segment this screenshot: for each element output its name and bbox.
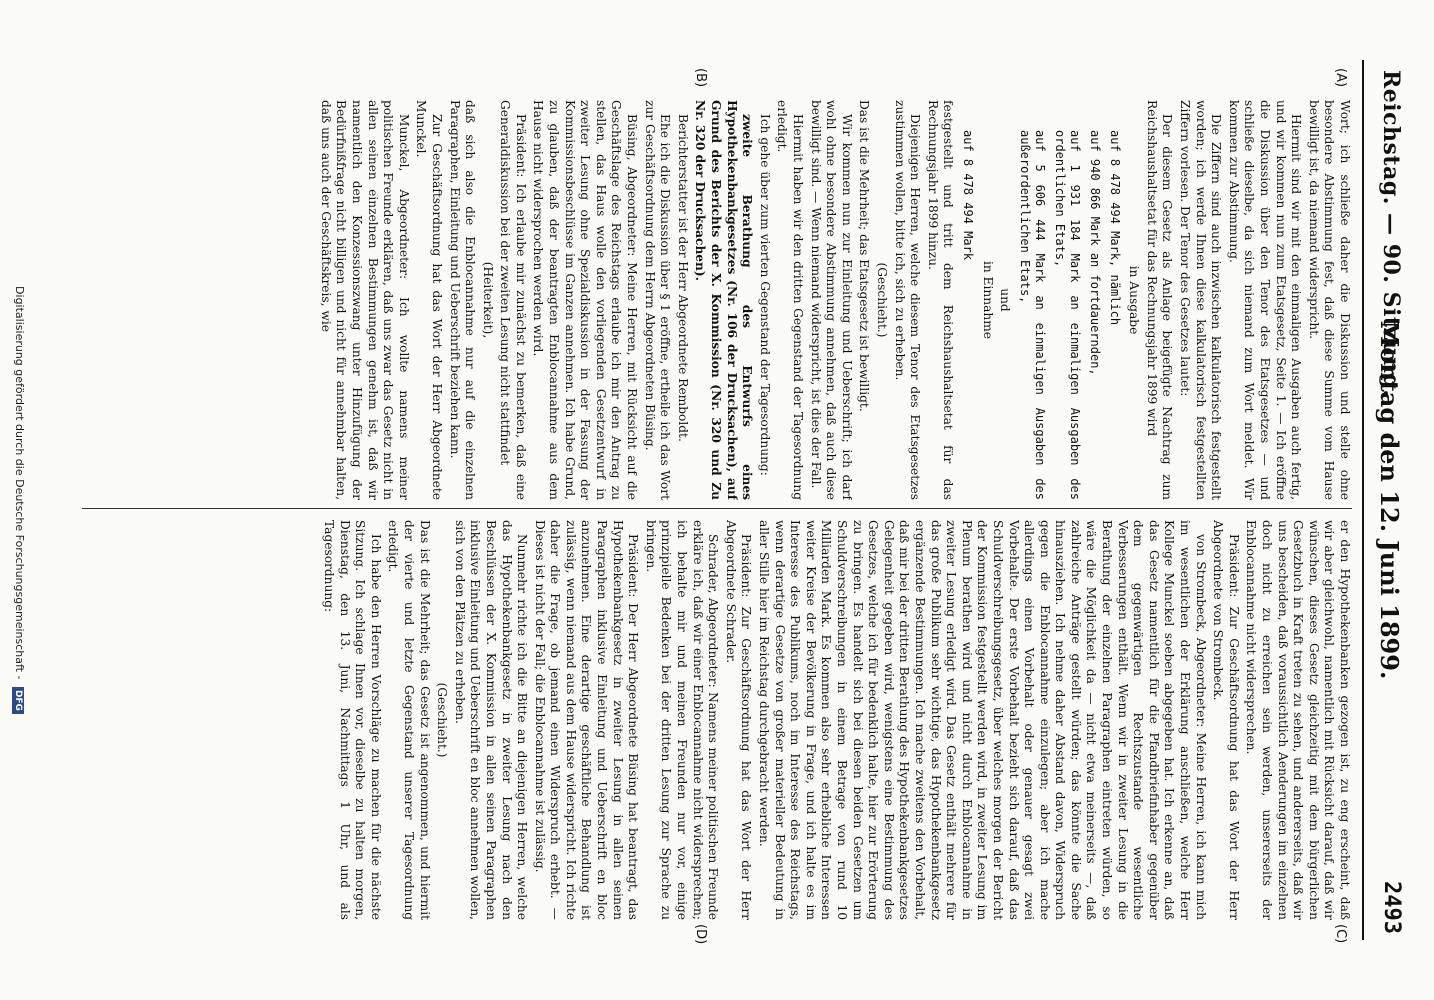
speech: Munckel, Abgeordneter: Ich wollte namens meiner politischen Freunde erklären, daß uns zwar das Gesetz nicht in allen seinen einzelnen Bestimmungen genehm ist, daß wir namentlich den Konzessionszwang unter Hinzufügung der Bedürfnißfrage nicht billigen und nicht für annehmbar halten, daß uns auch der Geschäftskreis, wie — [318, 100, 411, 500]
figure-line: auf 940 866 Mark an fortdauernden, — [1088, 130, 1103, 376]
speech: Präsident: Der Herr Abgeordnete Büsing hat beantragt, das Hypothekenbankgesetz in zweiter Lesung in allen seinen Paragraphen inklusive Einleitung und Ueberschrift en bloc anzunehmen. Eine derartige geschäftliche Behandlung ist zulässig, wenn niemand aus dem Hause widerspricht. Ich richte daher die Frage, ob jemand einen Widerspruch erhebt. — Dieses ist nicht der Fall; die Enblocannahme ist zulässig. — [532, 520, 641, 920]
figure-line: auf 8 478 494 Mark, nämlich — [1107, 130, 1122, 326]
paragraph: Nunmehr richte ich die Bitte an diejenigen Herren, welche das Hypothekenbankgesetz in zweiter Lesung nach den Beschlüssen der X. Kommission in allen seinen Paragraphen inklusive Einleitung und Ueberschrift en bloc annehmen wollen, sich von den Plätzen zu erheben. — [452, 520, 530, 920]
speech: Schrader, Abgeordneter: Namens meiner politischen Freunde erkläre ich, daß wir einer Enblocannahme nicht widersprechen; ich behalte mir und meinen Freunden nur vor, einige prinzipielle Bedenken bei der dritten Lesung zur Sprache zu bringen. — [643, 520, 721, 920]
paragraph: Wort; ich schließe daher die Diskussion und stelle ohne besondere Abstimmung fest, daß diese Summe vom Hause bewilligt ist, da niemand widerspricht. — [1306, 100, 1352, 500]
credit-text: Digitalisierung gefördert durch die Deutsche Forschungsgemeinschaft - — [13, 286, 26, 680]
figure-line: in Einnahme — [980, 261, 995, 339]
speech: Präsident: Zur Geschäftsordnung hat das Wort der Herr Abgeordnete Schrader. — [723, 520, 754, 920]
paragraph: Ich gehe über zum vierten Gegenstand der Tagesordnung: — [757, 114, 772, 476]
page-number: 2493 — [1379, 881, 1404, 934]
header-rule — [1362, 60, 1364, 940]
margin-mark-a: (A) — [1333, 68, 1348, 88]
figure-line: und — [998, 288, 1013, 312]
margin-mark-b: (B) — [693, 68, 708, 88]
speech: Präsident: Zur Geschäftsordnung hat das Wort der Herr Abgeordnete von Strombeck. — [1211, 520, 1241, 920]
speech: Büsing, Abgeordneter: Meine Herren, mit Rücksicht auf die Geschäftslage des Reichstags erlaube ich mir den Antrag zu stellen, das Haus wolle den vorliegenden Gesetzentwurf in zweiter Lesung ohne Spezialdiskussion in der Fassung der Kommissionsbeschlüsse im Ganzen annehmen. Ich habe Grund, zu glauben, daß der beantragten Enblocannahme aus dem Hause nicht widersprochen werden wird. — [531, 100, 640, 500]
speech: Präsident: Ich erlaube mir zunächst zu bemerken, daß eine Generaldiskussion bei der zweiten Lesung nicht stattfindet — [498, 100, 528, 500]
figure-line: auf 5 606 444 Mark an einmaligen Ausgaben des außerordentlichen Etats, — [1017, 130, 1048, 500]
figure-line: auf 1 931 184 Mark an einmaligen Ausgaben des ordentlichen Etats, — [1052, 130, 1083, 500]
left-column — [82, 100, 1352, 500]
margin-mark-c: (C) — [1333, 924, 1348, 944]
digitization-credit — [12, 120, 26, 880]
right-column — [82, 520, 1352, 920]
margin-mark-d: (D) — [693, 924, 708, 945]
paragraph: Das ist die Mehrheit; das Etatsgesetz ist bewilligt. — [857, 100, 872, 412]
stage-direction: (Heiterkeit), — [480, 261, 495, 339]
paragraph: Zur Geschäftsordnung hat das Wort der Herr Abgeordnete Munckel. — [414, 100, 444, 500]
column-divider — [82, 508, 1352, 509]
figure-line: auf 8 478 494 Mark — [960, 130, 975, 261]
dfg-logo-icon: DFG — [12, 687, 24, 714]
stage-direction: (Geschieht.) — [874, 262, 889, 338]
agenda-item: zweite Berathung des Entwurfs eines Hypothekenbankgesetzes (Nr. 106 der Drucksachen), auf Grund des Berichts der X. Kommission (Nr. 320 und Zu Nr. 320 der Drucksachen). — [693, 100, 755, 500]
paragraph: Diejenigen Herren, welche diesem Tenor des Etatsgesetzes zustimmen wollen, bitte ich, sich zu erheben. — [892, 100, 923, 500]
paragraph: Berichterstatter ist der Herr Abgeordnete Remboldt. — [675, 114, 690, 442]
header-date: Montag den 12. Juni 1899. — [1375, 320, 1404, 680]
stage-direction: (Geschieht.) — [435, 682, 450, 758]
paragraph: Ehe ich die Diskussion über § 1 eröffne, ertheile ich das Wort zur Geschäftsordnung dem Herrn Abgeordneten Büsing. — [642, 100, 673, 500]
paragraph: Die Ziffern sind auch inzwischen kalkulatorisch festgestellt worden; ich werde Ihnen diese kalkulatorisch festgestellten Ziffern vorlesen. Der Tenor des Gesetzes lautet: — [1178, 100, 1224, 500]
paragraph: Ich habe den Herren Vorschläge zu machen für die nächste Sitzung. Ich schlage Ihnen vor, dieselbe zu halten morgen, Dienstag, den 13. Juni, Nachmittags 1 Uhr, und als Tagesordnung: — [322, 520, 383, 920]
header-session: Reichstag. — 90. Sitzung. — [1378, 70, 1404, 398]
paragraph: Hiermit haben wir den dritten Gegenstand der Tagesordnung erledigt. — [775, 100, 805, 500]
paragraph: festgestellt und tritt dem Reichshaushaltsetat für das Rechnungsjahr 1899 hinzu. — [925, 100, 956, 500]
page-header — [1372, 60, 1412, 940]
paragraph: er den Hypothekenbanken gezogen ist, zu eng erscheint, daß wir aber gleichwohl, namentlich mit Rücksicht darauf, daß wir wünschen, dieses Gesetz gleichzeitig mit dem bürgerlichen Gesetzbuch in Kraft treten zu sehen, und andererseits, daß wir uns bescheiden, daß voraussichtlich Aenderungen im einzelnen doch nicht zu erreichen sein werden, unsererseits der Enblocannahme nicht widersprechen. — [1244, 520, 1352, 920]
speech: von Strombeck, Abgeordneter: Meine Herren, ich kann mich im wesentlichen der Erklärung anschließen, welche Herr Kollege Munckel soeben abgegeben hat. Ich erkenne an, daß das Gesetz namentlich für die Pfandbriefinhaber gegenüber dem gegenwärtigen Rechtszustande wesentliche Verbesserungen enthält. Wenn wir in zweiter Lesung in die Berathung der einzelnen Paragraphen eintreten würden, so wäre die Möglichkeit da — nicht etwa meinerseits —, daß zahlreiche Anträge gestellt würden; das könnte die Sache hinausziehen. Ich nehme daher Abstand davon, Widerspruch gegen die Enblocannahme einzulegen; aber ich mache allerdings einen Vorbehalt oder genauer gesagt zwei Vorbehalte. Der erste Vorbehalt bezieht sich darauf, daß das Schuldverschreibungsgesetz, über welches morgen der Bericht der Kommission festgestellt werden wird, in zweiter Lesung im Plenum berathen wird und nicht durch Enblocannahme in zweiter Lesung erledigt wird. Das Gesetz enthält mehrere für das große Publikum sehr wichtige, das Hypothekenbankgesetz ergänzende Bestimmungen. Ich mache zweitens den Vorbehalt, daß mir bei der dritten Berathung des Hypothekenbankgesetzes Gelegenheit gegeben wird, wenigstens eine Bestimmung des Gesetzes, welche ich für bedenklich halte, hier zur Erörterung zu bringen. Es handelt sich bei diesen beiden Gesetzen um Schuldverschreibungen in einem Betrage von rund 10 Milliarden Mark. Es kommen also sehr erhebliche Interessen weiter Kreise der Bevölkerung in Frage, und ich halte es im Interesse des Publikums, noch im Interesse des Reichstags, wenn derartige Gesetze von großer materieller Bedeutung in aller Stille hier im Reichstag durchgebracht werden. — [757, 520, 1208, 920]
figure-line: in Ausgabe — [1127, 265, 1142, 335]
paragraph: Hiermit sind wir mit den einmaligen Ausgaben auch fertig, und wir kommen nun zum Etatsgesetz, Seite 1. — Ich eröffne die Diskussion über den Tenor des Etatsgesetzes — und schließe dieselbe, da sich niemand zum Wort meldet. Wir kommen zur Abstimmung. — [1226, 100, 1304, 500]
paragraph: Das ist die Mehrheit; das Gesetz ist angenommen, und hiermit der vierte und letzte Gegenstand unserer Tagesordnung erledigt. — [386, 520, 432, 920]
paragraph: daß sich also die Enblocannahme nur auf die einzelnen Paragraphen, Einleitung und Ueberschrift beziehen kann. — [447, 100, 478, 500]
law-text: Der diesem Gesetz als Anlage beigefügte Nachtrag zum Reichshaushaltsetat für das Rechnungsjahr 1899 wird — [1144, 100, 1175, 500]
paragraph: Wir kommen nun zur Einleitung und Ueberschrift; ich darf wohl ohne besondere Abstimmung annehmen, daß auch diese bewilligt sind. — Wenn niemand widerspricht, ist dies der Fall. — [808, 100, 854, 500]
